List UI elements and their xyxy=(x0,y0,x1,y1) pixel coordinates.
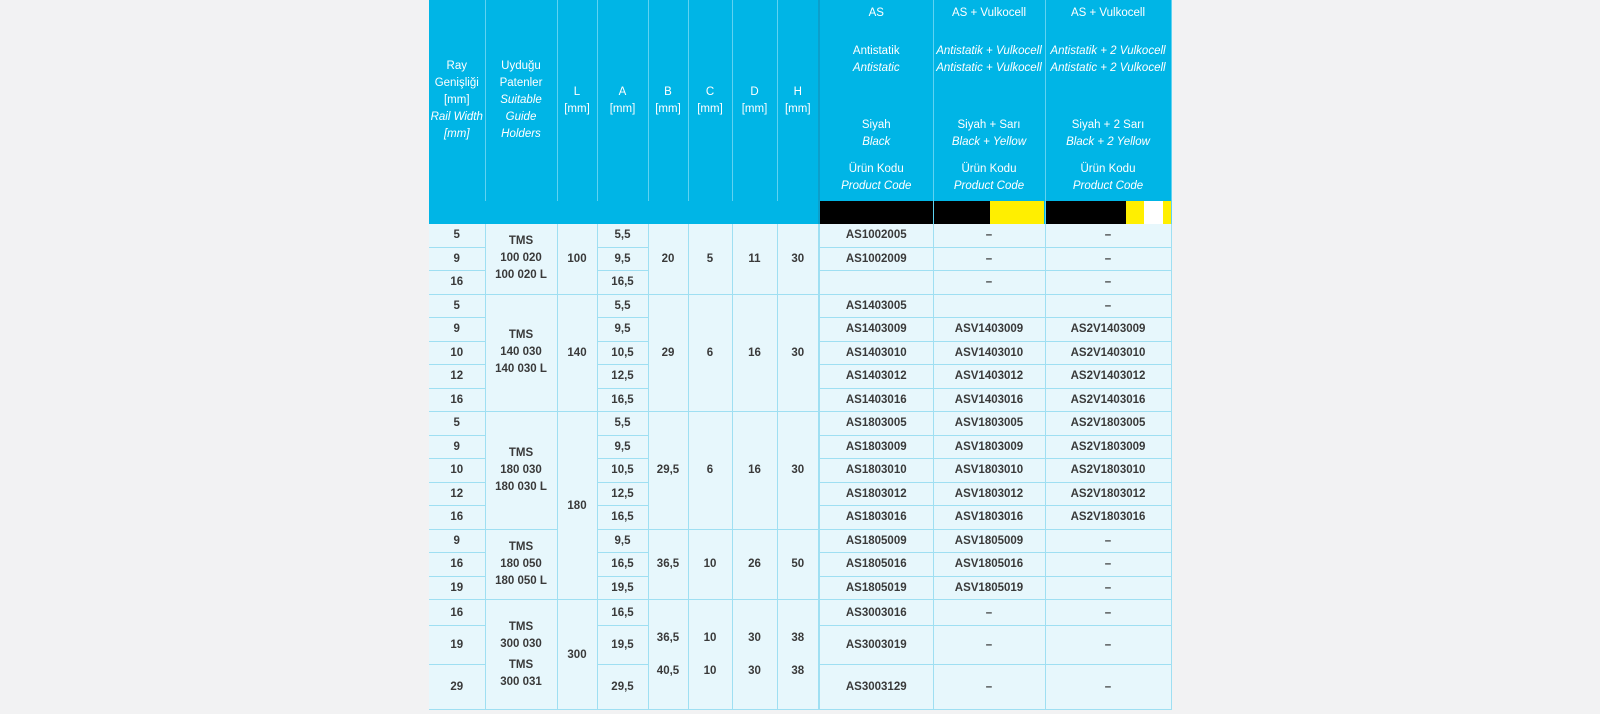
code-as2v-cell: AS2V1803010 xyxy=(1045,459,1171,483)
code-asv-cell: ASV1403010 xyxy=(933,341,1045,365)
rail-width-cell: 10 xyxy=(429,341,485,365)
code-as-cell: AS1803016 xyxy=(819,506,933,530)
dim-b-cell: 29,5 xyxy=(648,412,688,530)
code-as-cell: AS1803010 xyxy=(819,459,933,483)
table-row xyxy=(429,294,1171,318)
rail-width-cell: 9 xyxy=(429,318,485,342)
swatch-black-yellow xyxy=(933,201,1045,224)
rail-width-cell: 16 xyxy=(429,600,485,626)
code-as-cell: AS1403009 xyxy=(819,318,933,342)
variant-asv-title: AS + Vulkocell xyxy=(933,0,1045,32)
dim-c-header: C [mm] xyxy=(688,0,732,201)
code-as2v-cell: – xyxy=(1045,529,1171,553)
code-asv-cell: – xyxy=(933,626,1045,665)
dim-h-cell: 50 xyxy=(777,529,819,600)
dim-h-cell: 30 xyxy=(777,412,819,530)
dim-b-cell: 36,5 xyxy=(648,529,688,600)
variant-as2v-code-label: Ürün Kodu Product Code xyxy=(1045,161,1171,201)
dim-l-cell: 300 xyxy=(557,600,597,710)
code-as2v-cell: – xyxy=(1045,294,1171,318)
rail-width-cell: 16 xyxy=(429,506,485,530)
dim-a-cell: 12,5 xyxy=(597,365,648,389)
code-as2v-cell: – xyxy=(1045,224,1171,247)
rail-width-cell: 5 xyxy=(429,412,485,436)
dim-a-cell: 10,5 xyxy=(597,459,648,483)
code-asv-cell: ASV1805009 xyxy=(933,529,1045,553)
rail-width-cell: 19 xyxy=(429,626,485,665)
dim-a-cell: 10,5 xyxy=(597,341,648,365)
code-as-cell: AS1002009 xyxy=(819,247,933,271)
dim-h-cell: 30 xyxy=(777,294,819,412)
dim-l-cell: 140 xyxy=(557,294,597,412)
code-as2v-cell: AS2V1803009 xyxy=(1045,435,1171,459)
code-asv-cell: ASV1403009 xyxy=(933,318,1045,342)
code-as2v-cell: – xyxy=(1045,576,1171,600)
code-as2v-cell: – xyxy=(1045,271,1171,295)
code-asv-cell: ASV1803009 xyxy=(933,435,1045,459)
dim-a-cell: 9,5 xyxy=(597,529,648,553)
dim-a-cell: 9,5 xyxy=(597,247,648,271)
variant-asv-code-label: Ürün Kodu Product Code xyxy=(933,161,1045,201)
dim-a-cell: 19,5 xyxy=(597,576,648,600)
code-as2v-cell: AS2V1403009 xyxy=(1045,318,1171,342)
dim-a-header: A [mm] xyxy=(597,0,648,201)
rail-width-cell: 9 xyxy=(429,529,485,553)
dim-b-cell: 29 xyxy=(648,294,688,412)
dim-a-cell: 5,5 xyxy=(597,294,648,318)
code-asv-cell: – xyxy=(933,224,1045,247)
code-as-cell: AS1805019 xyxy=(819,576,933,600)
code-as2v-cell: – xyxy=(1045,600,1171,626)
dim-c-cell: 10 10 xyxy=(688,600,732,710)
code-asv-cell: ASV1805019 xyxy=(933,576,1045,600)
variant-as-title: AS xyxy=(819,0,933,32)
dim-a-cell: 5,5 xyxy=(597,224,648,247)
code-as-cell: AS1403012 xyxy=(819,365,933,389)
swatch-black-2-yellow xyxy=(1045,201,1171,224)
code-as2v-cell: AS2V1403016 xyxy=(1045,388,1171,412)
dim-a-cell: 16,5 xyxy=(597,600,648,626)
variant-as2v-desc: Antistatik + 2 Vulkocell Antistatic + 2 Vulkocell Siyah + 2 Sarı Black + 2 Yellow xyxy=(1045,32,1171,161)
dim-d-cell: 16 xyxy=(732,412,777,530)
code-as-cell: AS1403016 xyxy=(819,388,933,412)
rail-width-header: Ray Genişliği [mm] Rail Width [mm] xyxy=(429,0,485,201)
dim-d-header: D [mm] xyxy=(732,0,777,201)
code-asv-cell: ASV1803010 xyxy=(933,459,1045,483)
code-as-cell: AS3003016 xyxy=(819,600,933,626)
variant-asv-desc: Antistatik + Vulkocell Antistatic + Vulkocell Siyah + Sarı Black + Yellow xyxy=(933,32,1045,161)
guide-holders-header: Uyduğu Patenler Suitable Guide Holders xyxy=(485,0,557,201)
code-as2v-cell: AS2V1803016 xyxy=(1045,506,1171,530)
rail-width-cell: 5 xyxy=(429,294,485,318)
guide-cell: TMS 300 030 TMS 300 031 xyxy=(485,600,557,710)
code-asv-cell: – xyxy=(933,271,1045,295)
dim-b-cell: 36,5 40,5 xyxy=(648,600,688,710)
code-as-cell: AS3003019 xyxy=(819,626,933,665)
dim-h-cell: 30 xyxy=(777,224,819,294)
guide-cell: TMS 100 020 100 020 L xyxy=(485,224,557,294)
rail-width-cell: 9 xyxy=(429,435,485,459)
dim-d-cell: 11 xyxy=(732,224,777,294)
code-as-cell xyxy=(819,271,933,295)
dim-a-cell: 5,5 xyxy=(597,412,648,436)
rail-width-cell: 5 xyxy=(429,224,485,247)
dim-d-cell: 16 xyxy=(732,294,777,412)
code-as-cell: AS3003129 xyxy=(819,665,933,710)
code-as-cell: AS1803009 xyxy=(819,435,933,459)
code-as2v-cell: AS2V1803005 xyxy=(1045,412,1171,436)
code-asv-cell: ASV1803012 xyxy=(933,482,1045,506)
rail-width-cell: 19 xyxy=(429,576,485,600)
code-as2v-cell: AS2V1403010 xyxy=(1045,341,1171,365)
rail-width-cell: 12 xyxy=(429,365,485,389)
code-asv-cell: ASV1803005 xyxy=(933,412,1045,436)
table-row xyxy=(429,224,1171,247)
header-bottom-filler xyxy=(429,201,819,224)
code-as-cell: AS1805009 xyxy=(819,529,933,553)
guide-cell: TMS 180 050 180 050 L xyxy=(485,529,557,600)
code-asv-cell: – xyxy=(933,600,1045,626)
dim-c-cell: 10 xyxy=(688,529,732,600)
code-asv-cell: – xyxy=(933,665,1045,710)
dim-d-cell: 26 xyxy=(732,529,777,600)
dim-c-cell: 5 xyxy=(688,224,732,294)
dim-a-cell: 16,5 xyxy=(597,388,648,412)
variant-as-code-label: Ürün Kodu Product Code xyxy=(819,161,933,201)
code-asv-cell: ASV1805016 xyxy=(933,553,1045,577)
table-row xyxy=(429,412,1171,436)
product-table-container xyxy=(429,0,1171,714)
code-as2v-cell: – xyxy=(1045,553,1171,577)
dim-l-cell: 100 xyxy=(557,224,597,294)
dim-a-cell: 12,5 xyxy=(597,482,648,506)
code-asv-cell: ASV1803016 xyxy=(933,506,1045,530)
dim-a-cell: 29,5 xyxy=(597,665,648,710)
code-asv-cell: ASV1403016 xyxy=(933,388,1045,412)
dim-l-cell: 180 xyxy=(557,412,597,600)
dim-h-header: H [mm] xyxy=(777,0,819,201)
code-as2v-cell: AS2V1403012 xyxy=(1045,365,1171,389)
code-as-cell: AS1803005 xyxy=(819,412,933,436)
rail-width-cell: 29 xyxy=(429,665,485,710)
rail-width-cell: 16 xyxy=(429,553,485,577)
dim-d-cell: 30 30 xyxy=(732,600,777,710)
dim-c-cell: 6 xyxy=(688,412,732,530)
dim-h-cell: 38 38 xyxy=(777,600,819,710)
dim-a-cell: 9,5 xyxy=(597,435,648,459)
rail-width-cell: 16 xyxy=(429,388,485,412)
rail-width-cell: 10 xyxy=(429,459,485,483)
rail-width-cell: 9 xyxy=(429,247,485,271)
product-table xyxy=(429,0,1172,710)
guide-cell: TMS 140 030 140 030 L xyxy=(485,294,557,412)
dim-a-cell: 19,5 xyxy=(597,626,648,665)
code-as2v-cell: – xyxy=(1045,626,1171,665)
variant-as2v-title: AS + Vulkocell xyxy=(1045,0,1171,32)
guide-cell: TMS 180 030 180 030 L xyxy=(485,412,557,530)
dim-b-header: B [mm] xyxy=(648,0,688,201)
code-asv-cell xyxy=(933,294,1045,318)
rail-width-cell: 16 xyxy=(429,271,485,295)
code-as2v-cell: AS2V1803012 xyxy=(1045,482,1171,506)
code-asv-cell: ASV1403012 xyxy=(933,365,1045,389)
dim-b-cell: 20 xyxy=(648,224,688,294)
dim-c-cell: 6 xyxy=(688,294,732,412)
code-as-cell: AS1805016 xyxy=(819,553,933,577)
dim-a-cell: 16,5 xyxy=(597,271,648,295)
code-as-cell: AS1403005 xyxy=(819,294,933,318)
table-row xyxy=(429,600,1171,626)
dim-a-cell: 9,5 xyxy=(597,318,648,342)
code-asv-cell: – xyxy=(933,247,1045,271)
code-as2v-cell: – xyxy=(1045,665,1171,710)
code-as-cell: AS1803012 xyxy=(819,482,933,506)
dim-a-cell: 16,5 xyxy=(597,553,648,577)
dim-l-header: L [mm] xyxy=(557,0,597,201)
code-as-cell: AS1002005 xyxy=(819,224,933,247)
swatch-black xyxy=(819,201,933,224)
code-as2v-cell: – xyxy=(1045,247,1171,271)
variant-as-desc: Antistatik Antistatic Siyah Black xyxy=(819,32,933,161)
dim-a-cell: 16,5 xyxy=(597,506,648,530)
code-as-cell: AS1403010 xyxy=(819,341,933,365)
rail-width-cell: 12 xyxy=(429,482,485,506)
table-row xyxy=(429,529,1171,553)
